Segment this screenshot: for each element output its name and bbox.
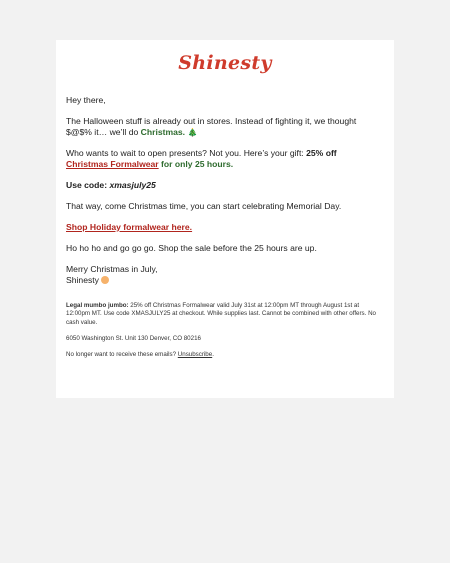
closing-paragraph: Ho ho ho and go go go. Shop the sale before the 25 hours are up. [66,243,317,253]
promo-code-label: Use code: [66,180,110,190]
unsubscribe-line [66,351,380,359]
legal-label: Legal mumbo jumbo: [66,302,129,309]
unsubscribe-prompt: No longer want to receive these emails? [66,351,178,359]
offer-paragraph [66,148,380,170]
greeting: Hey there, [66,95,106,105]
offer-lead: Who wants to wait to open presents? Not you. Here’s your gift: [66,148,307,158]
unsubscribe-end: . [212,351,214,359]
memorial-day-paragraph: That way, come Christmas time, you can start celebrating Memorial Day. [66,201,342,211]
smile-emoji-icon [101,276,109,284]
legal-text [66,302,380,327]
offer-duration: for only 25 hours. [158,159,234,169]
email-card [56,40,394,398]
signoff [66,264,380,286]
postal-address: 6050 Washington St. Unit 130 Denver, CO 80216 [66,334,201,342]
legal-footer [66,302,380,359]
promo-code-value: xmasjuly25 [109,180,156,190]
intro-text: The Halloween stuff is already out in stores. Instead of fighting it, we thought $@$% it… we’ll do [66,116,357,137]
intro-paragraph [66,116,380,138]
unsubscribe-link[interactable]: Unsubscribe [177,351,213,359]
christmas-formalwear-link[interactable]: Christmas Formalwear [66,159,159,169]
legal-body: 25% off Christmas Formalwear valid July 31st at 12:00pm MT through August 1st at 12:00pm MT. Use code XMASJULY25 at checkout. While supplies last. Cannot be combined with other offers. No cash value. [66,302,376,326]
offer-discount: 25% off [306,148,337,158]
signoff-line: Merry Christmas in July, [66,264,158,274]
signoff-name: Shinesty [66,275,99,285]
brand-logo[interactable]: Shinesty [178,52,272,74]
christmas-tree-icon: 🎄 [187,128,198,137]
shop-holiday-link[interactable]: Shop Holiday formalwear here. [66,222,193,232]
email-body [66,95,380,367]
christmas-emphasis: Christmas. [140,127,186,137]
promo-code [66,180,380,191]
